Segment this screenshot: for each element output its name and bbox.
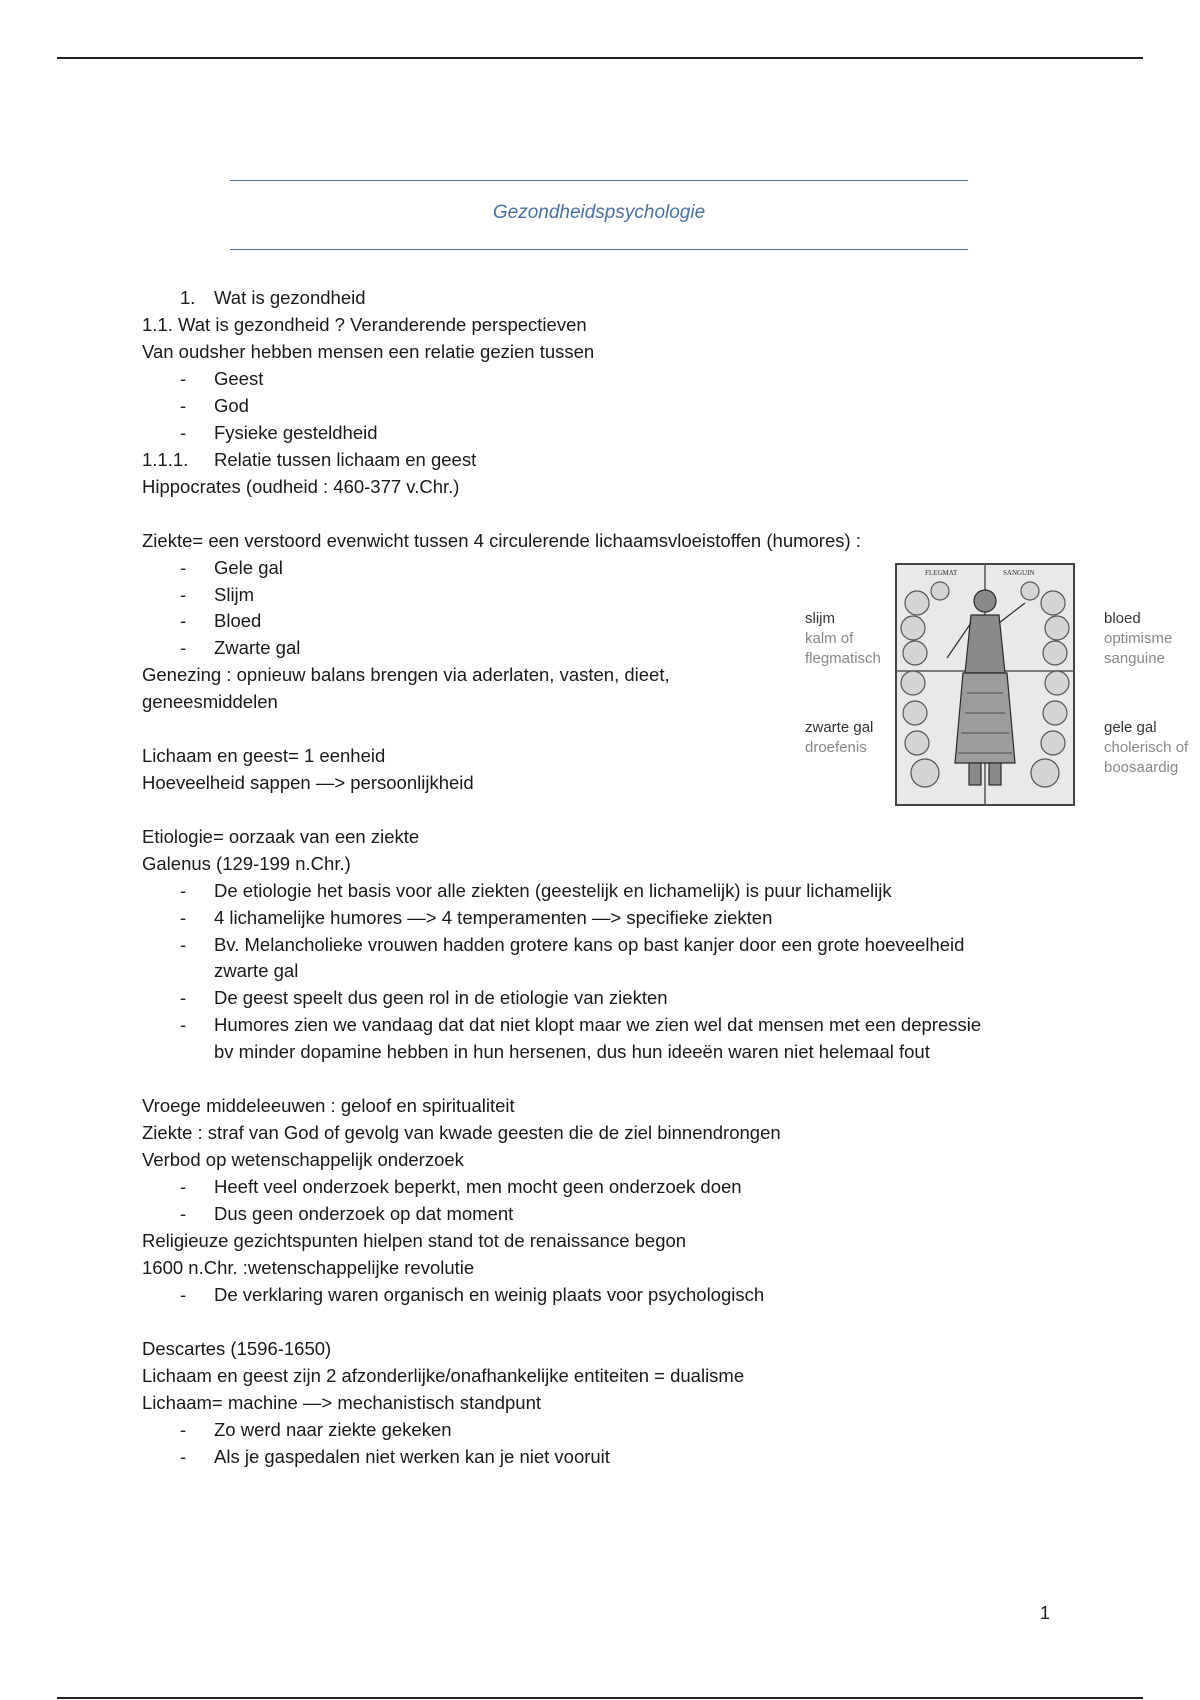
heading-1-1: 1.1. Wat is gezondheid ? Veranderende perspectieven — [142, 314, 587, 335]
page-top-rule — [57, 57, 1143, 59]
list-item-text: God — [214, 395, 249, 416]
list-dash: - — [180, 1419, 187, 1440]
humores-figure — [795, 563, 1200, 808]
list-item-text: Dus geen onderzoek op dat moment — [214, 1203, 514, 1224]
heading-1-text: Wat is gezondheid — [214, 287, 366, 308]
list-dash: - — [180, 557, 187, 578]
list-item-text: Bloed — [214, 610, 262, 631]
label-slijm-title: slijm — [805, 610, 835, 627]
list-item-text: De geest speelt dus geen rol in de etiologie van ziekten — [214, 987, 668, 1008]
document-title: Gezondheidspsychologie — [492, 202, 706, 223]
page-bottom-rule — [57, 1697, 1143, 1699]
label-zwarte-title: zwarte gal — [805, 719, 874, 736]
page-number: 1 — [1040, 1603, 1051, 1623]
paragraph-eenheid: Lichaam en geest= 1 eenheid — [142, 745, 386, 766]
list-dash: - — [180, 880, 187, 901]
list-dash: - — [180, 422, 187, 443]
figure-label-bloed — [1104, 609, 1172, 669]
list-item-text: Heeft veel onderzoek beperkt, men mocht geen onderzoek doen — [214, 1176, 742, 1197]
paragraph-descartes: Descartes (1596-1650) — [142, 1338, 332, 1359]
title-bottom-rule — [230, 249, 968, 250]
list-item-text: De etiologie het basis voor alle ziekten (geestelijk en lichamelijk) is puur lichamelijk — [214, 880, 892, 901]
heading-1-1-1-text: Relatie tussen lichaam en geest — [214, 449, 477, 470]
list-item-text: Slijm — [214, 584, 255, 605]
humores-woodcut-image — [895, 563, 1075, 806]
paragraph-genezing-1: Genezing : opnieuw balans brengen via aderlaten, vasten, dieet, — [142, 664, 670, 685]
list-item-text: Humores zien we vandaag dat dat niet klopt maar we zien wel dat mensen met een depressie — [214, 1014, 982, 1035]
paragraph-intro: Van oudsher hebben mensen een relatie gezien tussen — [142, 341, 595, 362]
list-item-text: Geest — [214, 368, 264, 389]
list-dash: - — [180, 1176, 187, 1197]
list-dash: - — [180, 907, 187, 928]
paragraph-verbod: Verbod op wetenschappelijk onderzoek — [142, 1149, 464, 1170]
list-item-text: Gele gal — [214, 557, 283, 578]
label-slijm-sub1: kalm of — [805, 630, 854, 647]
list-item-text: Bv. Melancholieke vrouwen hadden grotere kans op bast kanjer door een grote hoeveelheid — [214, 934, 965, 955]
label-zwarte-sub1: droefenis — [805, 739, 867, 756]
heading-1-number: 1. — [180, 287, 196, 308]
paragraph-1600: 1600 n.Chr. :wetenschappelijke revolutie — [142, 1257, 475, 1278]
list-dash: - — [180, 934, 187, 955]
list-dash: - — [180, 584, 187, 605]
list-dash: - — [180, 1203, 187, 1224]
paragraph-galenus: Galenus (129-199 n.Chr.) — [142, 853, 351, 874]
list-item-text: De verklaring waren organisch en weinig plaats voor psychologisch — [214, 1284, 765, 1305]
list-item-text: 4 lichamelijke humores —> 4 temperamenten —> specifieke ziekten — [214, 907, 773, 928]
list-item-text: Zwarte gal — [214, 637, 301, 658]
list-item-text: Fysieke gesteldheid — [214, 422, 378, 443]
paragraph-hippocrates: Hippocrates (oudheid : 460-377 v.Chr.) — [142, 476, 460, 497]
label-gele-title: gele gal — [1104, 719, 1157, 736]
label-bloed-title: bloed — [1104, 610, 1141, 627]
label-bloed-sub2: sanguine — [1104, 650, 1165, 667]
list-item-text: zwarte gal — [214, 960, 299, 981]
paragraph-straf: Ziekte : straf van God of gevolg van kwade geesten die de ziel binnendrongen — [142, 1122, 781, 1143]
woodcut-label-left: FLEGMAT — [925, 569, 958, 577]
list-dash: - — [180, 1284, 187, 1305]
title-top-rule — [230, 180, 968, 181]
label-bloed-sub1: optimisme — [1104, 630, 1173, 647]
list-dash: - — [180, 368, 187, 389]
paragraph-religieuze: Religieuze gezichtspunten hielpen stand tot de renaissance begon — [142, 1230, 687, 1251]
list-dash: - — [180, 637, 187, 658]
heading-1-1-1-number: 1.1.1. — [142, 449, 189, 470]
paragraph-dualisme: Lichaam en geest zijn 2 afzonderlijke/onafhankelijke entiteiten = dualisme — [142, 1365, 745, 1386]
label-slijm-sub2: flegmatisch — [805, 650, 881, 667]
list-dash: - — [180, 1446, 187, 1467]
list-item-text: Zo werd naar ziekte gekeken — [214, 1419, 452, 1440]
paragraph-machine: Lichaam= machine —> mechanistisch standpunt — [142, 1392, 541, 1413]
woodcut-label-right: SANGUIN — [1003, 569, 1035, 577]
list-dash: - — [180, 1014, 187, 1035]
list-dash: - — [180, 610, 187, 631]
paragraph-etiologie: Etiologie= oorzaak van een ziekte — [142, 826, 420, 847]
figure-label-slijm — [805, 609, 881, 669]
list-dash: - — [180, 987, 187, 1008]
figure-label-zwarte-gal — [805, 718, 873, 758]
paragraph-ziekte: Ziekte= een verstoord evenwicht tussen 4 circulerende lichaamsvloeistoffen (humores) : — [142, 530, 861, 551]
label-gele-sub2: boosaardig — [1104, 759, 1179, 776]
paragraph-vroege: Vroege middeleeuwen : geloof en spiritualiteit — [142, 1095, 515, 1116]
paragraph-sappen: Hoeveelheid sappen —> persoonlijkheid — [142, 772, 474, 793]
list-dash: - — [180, 395, 187, 416]
label-gele-sub1: cholerisch of — [1104, 739, 1189, 756]
list-item-text: bv minder dopamine hebben in hun hersenen, dus hun ideeën waren niet helemaal fout — [214, 1041, 930, 1062]
list-item-text: Als je gaspedalen niet werken kan je niet vooruit — [214, 1446, 610, 1467]
paragraph-genezing-2: geneesmiddelen — [142, 691, 278, 712]
figure-label-gele-gal — [1104, 718, 1188, 778]
